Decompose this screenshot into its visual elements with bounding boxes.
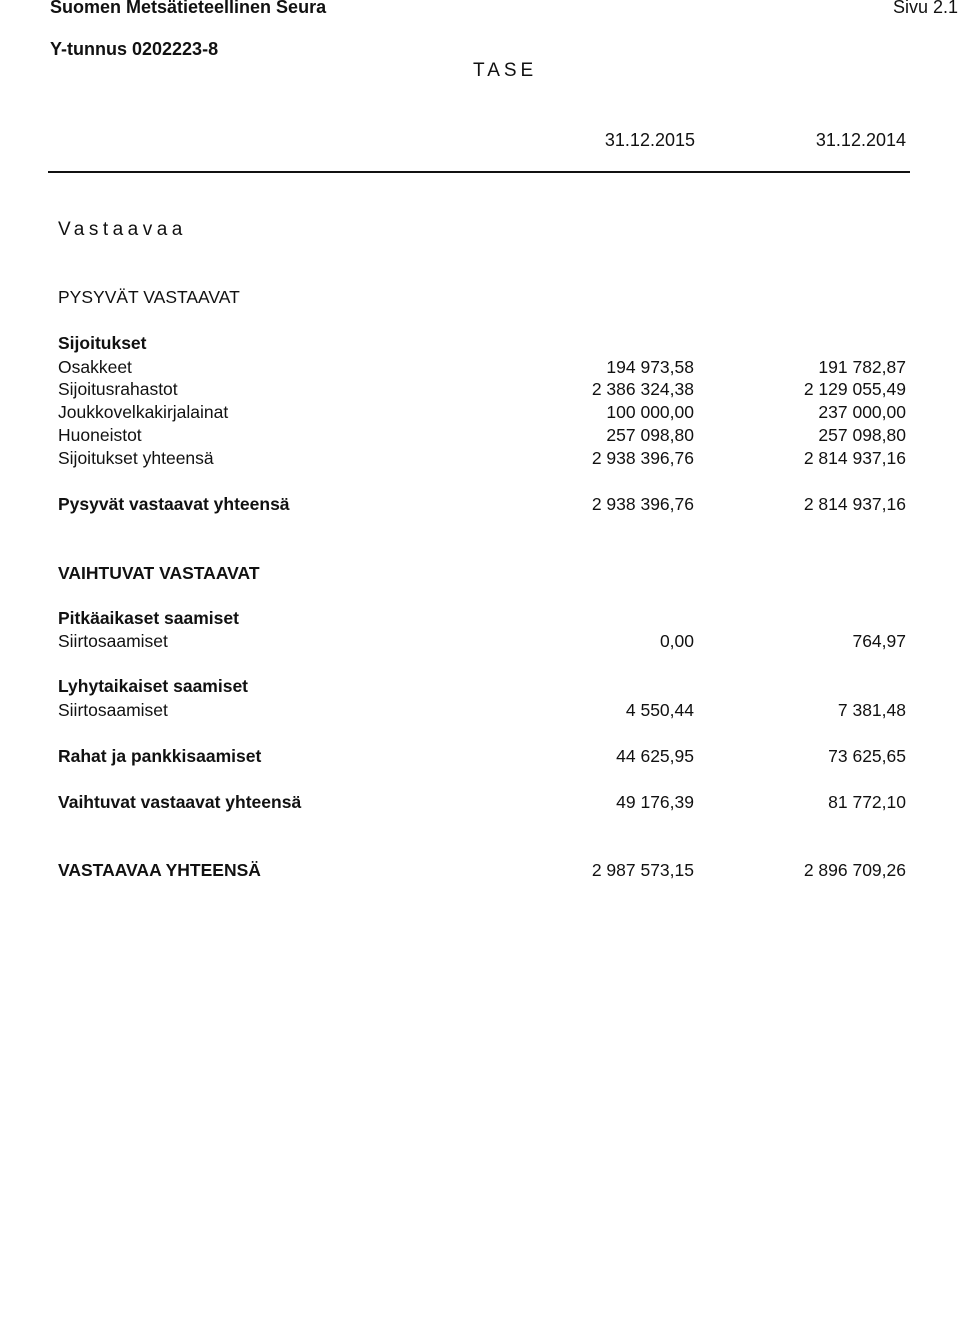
row-label: Osakkeet (58, 357, 132, 377)
value-2014: 764,97 (852, 631, 906, 651)
document-title: TASE (473, 60, 538, 81)
value-2014: 191 782,87 (818, 357, 906, 377)
page-number: Sivu 2.1 (893, 0, 959, 17)
table-row-subtotal (0, 448, 960, 471)
table-row (0, 700, 960, 723)
sijoitukset-heading: Sijoitukset (58, 333, 147, 353)
table-row (0, 425, 960, 448)
row-label: VASTAAVAA YHTEENSÄ (58, 860, 261, 880)
table-row (0, 357, 960, 380)
value-2014: 73 625,65 (828, 746, 906, 766)
vaihtuvat-heading: VAIHTUVAT VASTAAVAT (58, 563, 260, 583)
value-2015: 100 000,00 (606, 402, 694, 422)
value-2014: 257 098,80 (818, 425, 906, 445)
pysyvat-total-row (0, 494, 960, 517)
value-2015: 4 550,44 (625, 700, 694, 720)
row-label: Joukkovelkakirjalainat (58, 402, 229, 422)
value-2014: 2 896 709,26 (803, 860, 906, 880)
section-title: Vastaavaa (58, 219, 187, 240)
value-2015: 0,00 (659, 631, 694, 651)
row-label: Siirtosaamiset (58, 631, 168, 651)
value-2014: 237 000,00 (818, 402, 906, 422)
grand-total-row (0, 860, 960, 883)
row-label: Sijoitusrahastot (58, 379, 178, 399)
sijoitukset-heading-row (0, 333, 960, 356)
value-2015: 2 386 324,38 (591, 379, 694, 399)
column-date-2015: 31.12.2015 (604, 130, 695, 150)
pysyvat-heading-row (0, 287, 960, 310)
pitkaaikaiset-heading-row (0, 608, 960, 631)
table-row (0, 402, 960, 425)
value-2014: 2 814 937,16 (803, 448, 906, 468)
row-label: Siirtosaamiset (58, 700, 168, 720)
row-label: Huoneistot (58, 425, 142, 445)
organization-name: Suomen Metsätieteellinen Seura (50, 0, 327, 17)
pysyvat-heading: PYSYVÄT VASTAAVAT (58, 287, 240, 307)
row-label: Pysyvät vastaavat yhteensä (58, 494, 290, 514)
pitkaaikaiset-heading: Pitkäaikaset saamiset (58, 608, 239, 628)
row-label: Vaihtuvat vastaavat yhteensä (58, 792, 302, 812)
value-2015: 2 938 396,76 (591, 494, 694, 514)
value-2015: 2 987 573,15 (591, 860, 694, 880)
lyhytaikaiset-heading-row (0, 676, 960, 699)
value-2014: 2 129 055,49 (803, 379, 906, 399)
value-2015: 194 973,58 (606, 357, 694, 377)
lyhytaikaiset-heading: Lyhytaikaiset saamiset (58, 676, 249, 696)
vaihtuvat-heading-row (0, 563, 960, 586)
value-2014: 2 814 937,16 (803, 494, 906, 514)
vaihtuvat-total-row (0, 792, 960, 815)
value-2015: 44 625,95 (616, 746, 694, 766)
row-label: Sijoitukset yhteensä (58, 448, 214, 468)
value-2014: 81 772,10 (828, 792, 906, 812)
table-row (0, 631, 960, 654)
column-date-2014: 31.12.2014 (815, 130, 906, 150)
value-2014: 7 381,48 (837, 700, 906, 720)
value-2015: 49 176,39 (616, 792, 694, 812)
table-row (0, 379, 960, 402)
value-2015: 257 098,80 (606, 425, 694, 445)
value-2015: 2 938 396,76 (591, 448, 694, 468)
rahat-row (0, 746, 960, 769)
business-id: Y-tunnus 0202223-8 (50, 39, 219, 59)
row-label: Rahat ja pankkisaamiset (58, 746, 262, 766)
header-rule (48, 171, 910, 173)
